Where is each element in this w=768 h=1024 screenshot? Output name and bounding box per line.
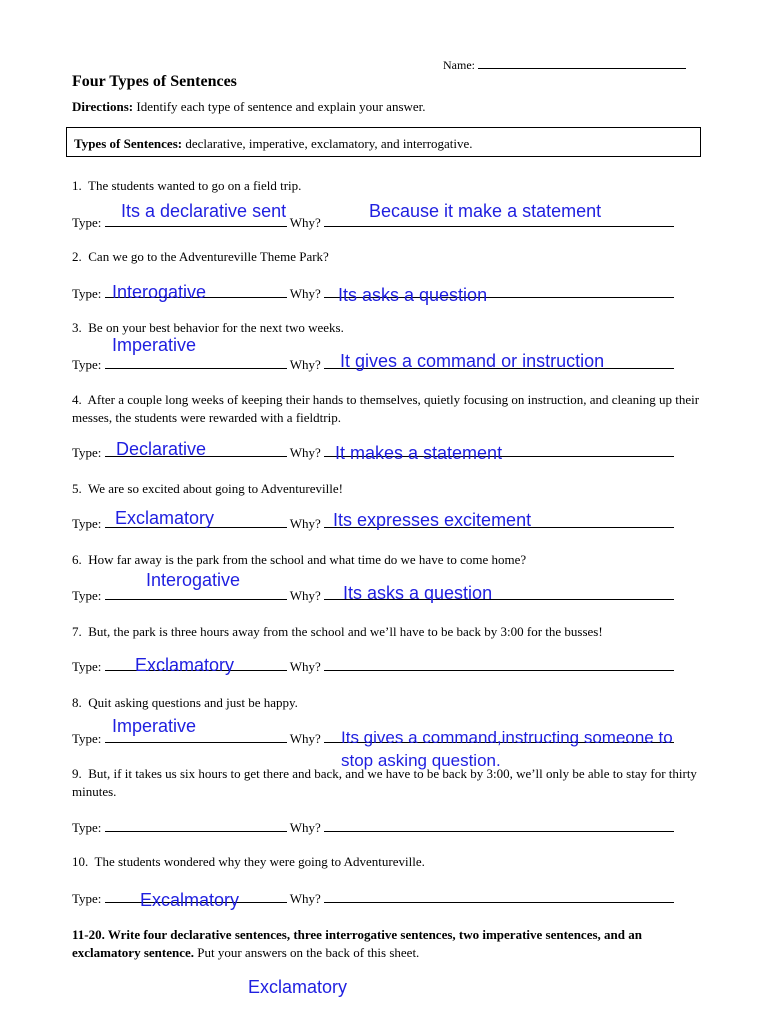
- directions: [72, 99, 426, 115]
- type-answer-4: Declarative: [116, 439, 207, 459]
- why-label: Why?: [289, 516, 321, 531]
- question-number: 1.: [72, 178, 82, 193]
- why-blank[interactable]: [324, 819, 674, 832]
- why-answer-4: It makes a statement: [335, 443, 503, 463]
- type-label: Type:: [72, 891, 102, 906]
- question-text: Can we go to the Adventureville Theme Park?: [88, 249, 329, 264]
- why-label: Why?: [289, 445, 321, 460]
- why-label: Why?: [289, 891, 321, 906]
- type-label: Type:: [72, 820, 102, 835]
- question-6: [72, 551, 702, 569]
- final-task: [72, 926, 697, 962]
- type-label: Type:: [72, 286, 102, 301]
- question-number: 10.: [72, 854, 89, 869]
- why-label: Why?: [289, 588, 321, 603]
- type-answer-3: Imperative: [112, 335, 197, 355]
- type-answer-8: Imperative: [112, 716, 197, 736]
- question-text: After a couple long weeks of keeping their hands to themselves, quietly focusing on instruction, and cleaning up their messes, the students were rewarded with a fieldtrip.: [72, 392, 700, 425]
- question-text: Quit asking questions and just be happy.: [88, 695, 298, 710]
- why-answer-5: Its expresses excitement: [333, 510, 532, 530]
- question-number: 3.: [72, 320, 82, 335]
- final-task-bold: 11-20. Write four declarative sentences, three interrogative sentences, two imperative sentences, and an exclamatory sentence.: [72, 927, 642, 960]
- question-2: [72, 248, 702, 266]
- question-4: [72, 391, 702, 427]
- type-label: Type:: [72, 357, 102, 372]
- why-label: Why?: [289, 215, 321, 230]
- final-task-normal: Put your answers on the back of this sheet.: [197, 945, 420, 960]
- type-answer-2: Interogative: [112, 282, 207, 302]
- why-label: Why?: [289, 659, 321, 674]
- type-label: Type:: [72, 731, 102, 746]
- why-answer-3: It gives a command or instruction: [340, 351, 605, 371]
- question-8: [72, 694, 702, 712]
- type-label: Type:: [72, 588, 102, 603]
- answer-row-9: [72, 819, 674, 836]
- type-answer-1: Its a declarative sent: [121, 201, 287, 221]
- why-label: Why?: [289, 286, 321, 301]
- question-7: [72, 623, 702, 641]
- why-answer-6: Its asks a question: [343, 583, 493, 603]
- type-label: Type:: [72, 215, 102, 230]
- question-1: [72, 177, 702, 195]
- why-label: Why?: [289, 731, 321, 746]
- question-text: How far away is the park from the school and what time do we have to come home?: [88, 552, 527, 567]
- name-label: Name:: [443, 58, 475, 72]
- question-number: 4.: [72, 392, 82, 407]
- why-blank[interactable]: [324, 890, 674, 903]
- type-answer-6: Interogative: [146, 570, 241, 590]
- question-text: We are so excited about going to Adventureville!: [88, 481, 343, 496]
- question-number: 5.: [72, 481, 82, 496]
- directions-text: Identify each type of sentence and explain your answer.: [136, 99, 426, 114]
- question-number: 2.: [72, 249, 82, 264]
- type-answer-10: Excalmatory: [140, 890, 240, 910]
- question-5: [72, 480, 702, 498]
- why-label: Why?: [289, 820, 321, 835]
- types-box: [66, 127, 701, 157]
- why-answer-8-line2: stop asking question.: [341, 751, 501, 770]
- question-text: The students wanted to go on a field trip.: [88, 178, 302, 193]
- question-9: [72, 765, 702, 801]
- question-text: But, if it takes us six hours to get there and back, and we have to be back by 3:00, we’ll only be able to stay for thirty minutes.: [72, 766, 697, 799]
- question-text: Be on your best behavior for the next two weeks.: [88, 320, 344, 335]
- page-title: Four Types of Sentences: [72, 73, 237, 90]
- type-blank[interactable]: [105, 819, 287, 832]
- why-answer-8-line1: Its gives a command,instructing someone to: [341, 728, 673, 747]
- question-number: 8.: [72, 695, 82, 710]
- why-blank[interactable]: [324, 658, 674, 671]
- question-number: 7.: [72, 624, 82, 639]
- question-number: 6.: [72, 552, 82, 567]
- directions-label: Directions:: [72, 99, 134, 114]
- final-handwritten-answer: Exclamatory: [248, 977, 348, 997]
- type-label: Type:: [72, 516, 102, 531]
- question-number: 9.: [72, 766, 82, 781]
- type-label: Type:: [72, 659, 102, 674]
- types-text: declarative, imperative, exclamatory, and interrogative.: [185, 136, 473, 151]
- type-label: Type:: [72, 445, 102, 460]
- type-answer-5: Exclamatory: [115, 508, 215, 528]
- name-field: [443, 56, 686, 73]
- type-blank[interactable]: [105, 356, 287, 369]
- types-label: Types of Sentences:: [74, 136, 183, 151]
- question-text: The students wondered why they were going to Adventureville.: [94, 854, 425, 869]
- why-answer-1: Because it make a statement: [369, 201, 602, 221]
- why-label: Why?: [289, 357, 321, 372]
- question-text: But, the park is three hours away from the school and we’ll have to be back by 3:00 for the busses!: [88, 624, 603, 639]
- question-10: [72, 853, 702, 871]
- why-answer-2: Its asks a question: [338, 285, 488, 305]
- type-answer-7: Exclamatory: [135, 655, 235, 675]
- name-blank[interactable]: [478, 56, 686, 69]
